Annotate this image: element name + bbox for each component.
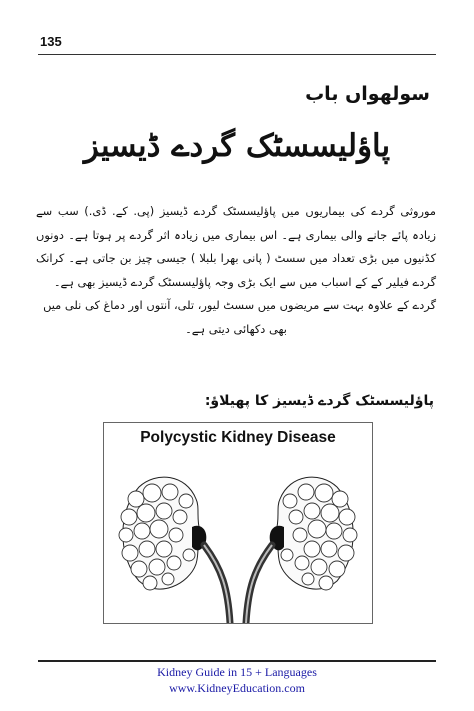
paragraph-end: بھی دکھائی دیتی ہے۔ bbox=[185, 321, 287, 336]
polycystic-kidneys-illustration bbox=[104, 459, 372, 623]
header-rule bbox=[38, 54, 436, 55]
section-heading: پاؤلیسسٹک گردے ڈیسیز کا پھیلاؤ: bbox=[204, 393, 434, 409]
page-number: 135 bbox=[40, 34, 62, 49]
paragraph: موروثی گردے کی بیماریوں میں پاؤلیسسٹک گردے ڈیسیز (پی. کے. ڈی.) سب سے زیادہ پائے جانے والی بیماری ہے۔ اس بیماری میں زیادہ اثر گردے پر ہوتا ہے۔ دونوں کڈنیوں میں بڑی تعداد میں سسٹ ( پانی بھرا بلبلا ) جیسی چیز بن جاتی ہے۔ کرانک گردے فیلیر کے کے اسباب میں سے ایک بڑی وجہ پاؤلیسسٹک گردے ڈیسیز بھی ہے۔ bbox=[36, 204, 436, 289]
cysts bbox=[119, 484, 357, 590]
ureters bbox=[204, 545, 272, 623]
footer-guide-title: Kidney Guide in 15 + Languages bbox=[157, 665, 317, 679]
paragraph: گردے کے علاوہ بہت سے مریضوں میں سسٹ لیور، تلی، آنتوں اور دماغ کی نلی میں bbox=[43, 298, 436, 312]
kidney-figure bbox=[103, 422, 373, 624]
body-text bbox=[36, 200, 436, 341]
chapter-label: سولھواں باب bbox=[305, 83, 430, 105]
footer-website: www.KidneyEducation.com bbox=[169, 681, 305, 695]
chapter-title: پاؤلیسسٹک گردے ڈیسیز bbox=[83, 128, 391, 164]
figure-title: Polycystic Kidney Disease bbox=[140, 429, 336, 446]
footer-rule bbox=[38, 660, 436, 662]
